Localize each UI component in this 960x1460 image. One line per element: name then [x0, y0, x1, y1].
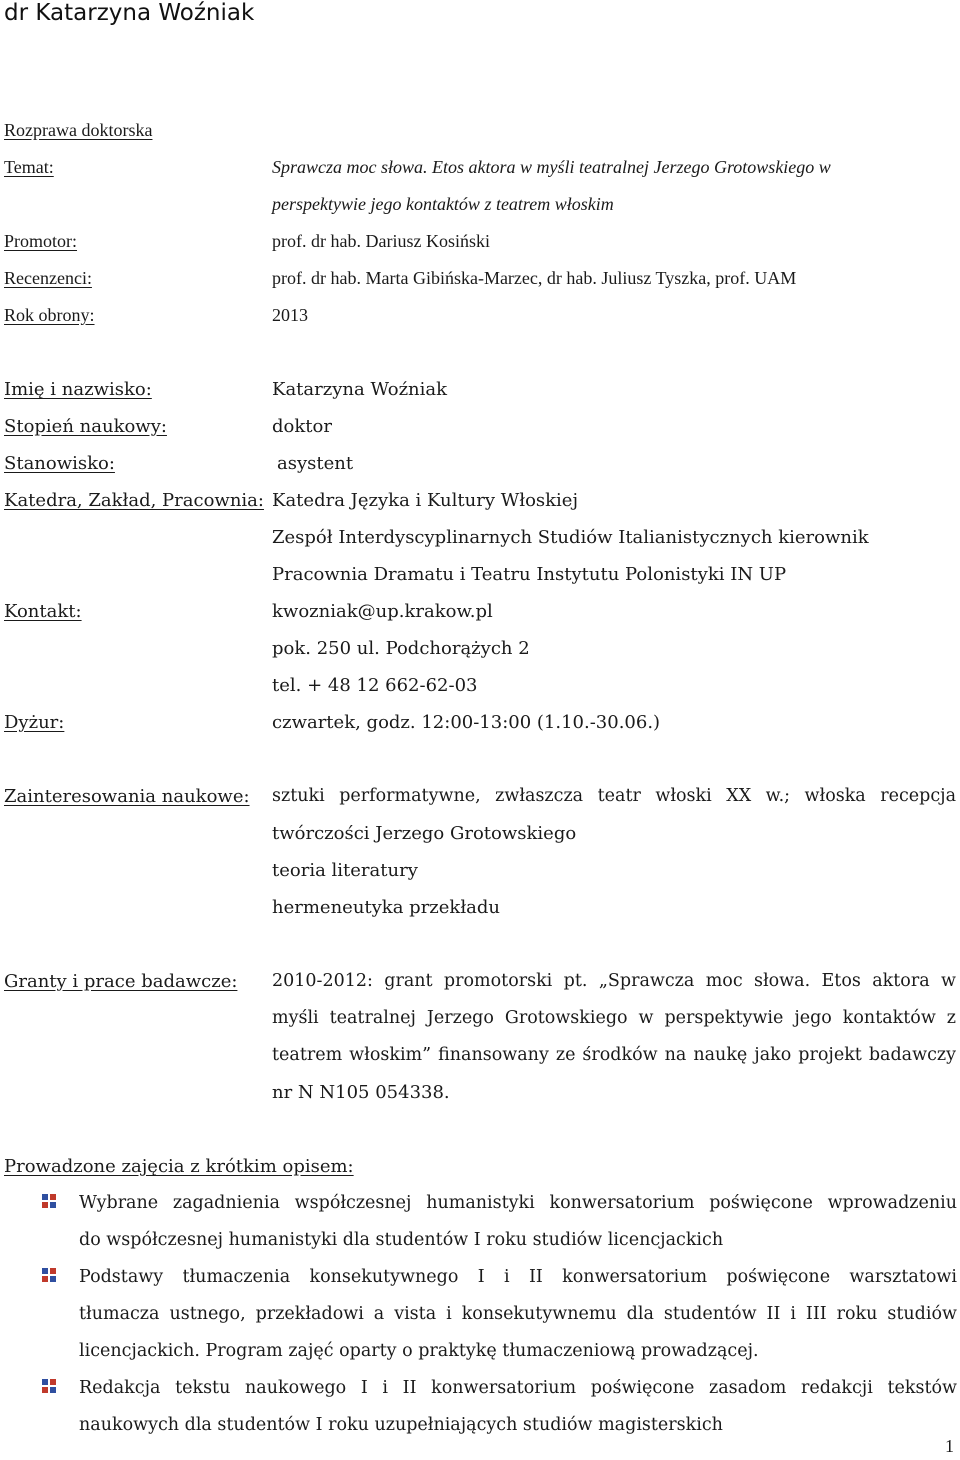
list-item: [79, 1370, 957, 1444]
duty-label: Dyżur:: [4, 712, 65, 733]
reviewers-value: prof. dr hab. Marta Gibińska-Marzec, dr hab. Juliusz Tyszka, prof. UAM: [272, 268, 797, 288]
topic-label: Temat:: [4, 157, 54, 177]
course-3-line1: Redakcja tekstu naukowego I i II konwersatorium poświęcone zasadom redakcji tekstów: [79, 1378, 957, 1398]
name-label: Imię i nazwisko:: [4, 379, 152, 400]
interests-line1: sztuki performatywne, zwłaszcza teatr włoski XX w.; włoska recepcja: [272, 786, 956, 806]
year-value: 2013: [272, 305, 308, 325]
interests-line4: hermeneutyka przekładu: [272, 897, 501, 918]
unit-value-1: Katedra Języka i Kultury Włoskiej: [272, 490, 579, 511]
year-label: Rok obrony:: [4, 305, 95, 325]
list-item: [79, 1185, 957, 1259]
thesis-heading: Rozprawa doktorska: [4, 120, 153, 140]
duty-value: czwartek, godz. 12:00-13:00 (1.10.-30.06.): [272, 712, 661, 733]
degree-value: doktor: [272, 416, 332, 437]
course-2-line2: tłumacza ustnego, przekładowi a vista i konsekutywnemu dla studentów II i III roku studiów: [79, 1304, 957, 1324]
grants-label: Granty i prace badawcze:: [4, 971, 238, 992]
name-value: Katarzyna Woźniak: [272, 379, 448, 400]
contact-phone: tel. + 48 12 662-62-03: [272, 675, 478, 696]
page-title: dr Katarzyna Woźniak: [4, 0, 255, 26]
grants-line2: myśli teatralnej Jerzego Grotowskiego w perspektywie jego kontaktów z: [272, 1008, 956, 1028]
grants-line1: 2010-2012: grant promotorski pt. „Sprawcza moc słowa. Etos aktora w: [272, 971, 956, 991]
contact-room: pok. 250 ul. Podchorążych 2: [272, 638, 530, 659]
page-number: 1: [945, 1436, 954, 1456]
position-value: asystent: [277, 453, 354, 474]
course-1-line2: do współczesnej humanistyki dla studentów I roku studiów licencjackich: [79, 1230, 724, 1250]
reviewers-label: Recenzenci:: [4, 268, 92, 288]
grants-line3: teatrem włoskim” finansowany ze środków na naukę jako projekt badawczy: [272, 1045, 956, 1065]
interests-line3: teoria literatury: [272, 860, 418, 881]
degree-label: Stopień naukowy:: [4, 416, 167, 437]
stacked-square-bullet-icon: [41, 1267, 57, 1283]
unit-value-3: Pracownia Dramatu i Teatru Instytutu Polonistyki IN UP: [272, 564, 787, 585]
list-item: [79, 1259, 957, 1370]
topic-value-line1: Sprawcza moc słowa. Etos aktora w myśli teatralnej Jerzego Grotowskiego w: [272, 157, 831, 177]
interests-line2: twórczości Jerzego Grotowskiego: [272, 823, 577, 844]
contact-email[interactable]: kwozniak@up.krakow.pl: [272, 601, 493, 622]
course-3-line2: naukowych dla studentów I roku uzupełniających studiów magisterskich: [79, 1415, 723, 1435]
stacked-square-bullet-icon: [41, 1378, 57, 1394]
contact-label: Kontakt:: [4, 601, 82, 622]
grants-line4: nr N N105 054338.: [272, 1082, 450, 1103]
promoter-label: Promotor:: [4, 231, 78, 251]
course-2-line3: licencjackich. Program zajęć oparty o praktykę tłumaczeniową prowadzącej.: [79, 1341, 759, 1361]
promoter-value: prof. dr hab. Dariusz Kosiński: [272, 231, 490, 251]
position-label: Stanowisko:: [4, 453, 115, 474]
course-2-line1: Podstawy tłumaczenia konsekutywnego I i II konwersatorium poświęcone warsztatowi: [79, 1267, 957, 1287]
courses-label: Prowadzone zajęcia z krótkim opisem:: [4, 1156, 354, 1177]
topic-value-line2: perspektywie jego kontaktów z teatrem włoskim: [272, 194, 614, 214]
stacked-square-bullet-icon: [41, 1193, 57, 1209]
interests-label: Zainteresowania naukowe:: [4, 786, 250, 807]
course-1-line1: Wybrane zagadnienia współczesnej humanistyki konwersatorium poświęcone wprowadzeniu: [79, 1193, 957, 1213]
unit-label: Katedra, Zakład, Pracownia:: [4, 490, 264, 511]
unit-value-2: Zespół Interdyscyplinarnych Studiów Italianistycznych kierownik: [272, 527, 869, 548]
